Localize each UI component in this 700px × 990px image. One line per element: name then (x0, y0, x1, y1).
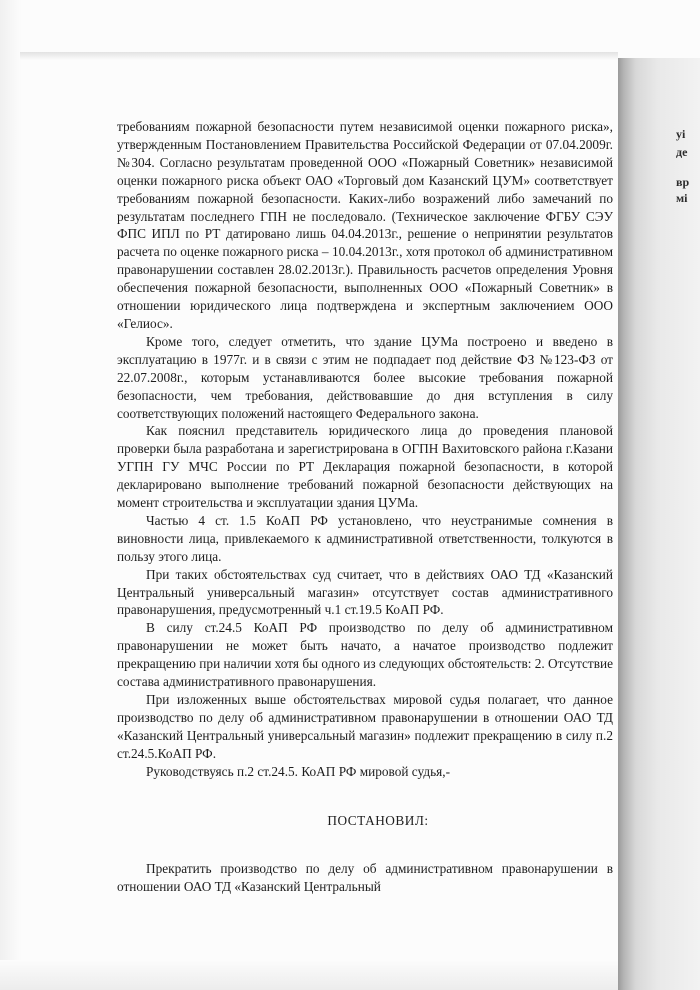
paragraph-building-1977: Кроме того, следует отметить, что здание ЦУМа построено и введено в эксплуатацию в 1977г. и в связи с этим не подпадает под действие ФЗ №123-ФЗ от 22.07.2008г., которым устанавливаются более высокие требования пожарной безопасности, чем требования, действовавшие до дня вступления в силу соответствующих положений настоящего Федерального закона. (117, 333, 613, 421)
paragraph-guided-by: Руководствуясь п.2 ст.24.5. КоАП РФ мировой судья,- (146, 763, 451, 779)
paragraph-court-finding: При таких обстоятельствах суд считает, что в действиях ОАО ТД «Казанский Центральный универсальный магазин» отсутствует состав административного правонарушения, предусмотренный ч.1 ст.19.5 КоАП РФ. (117, 566, 613, 618)
paragraph-doubts: Частью 4 ст. 1.5 КоАП РФ установлено, что неустранимые сомнения в виновности лица, привлекаемого к административной ответственности, толкуются в пользу этого лица. (117, 512, 613, 564)
paragraph-declaration: Как пояснил представитель юридического лица до проведения плановой проверки была разработана и зарегистрирована в ОГПН Вахитовского района г.Казани УГПН ГУ МЧС России по РТ Декларация пожарной безопасности, в которой декларировано выполнение требований пожарной безопасности действующих на момент строительства и эксплуатации здания ЦУМа. (117, 423, 613, 511)
adjacent-page-fragment: уі (676, 127, 686, 141)
paragraph-terminate: Прекратить производство по делу об административном правонарушении в отношении ОАО ТД «Казанский Центральный (117, 861, 613, 895)
adjacent-page-fragment: мі (676, 191, 688, 205)
scan-bottom-shadow (0, 960, 618, 990)
scan-left-shadow (0, 0, 22, 990)
resolution-heading: ПОСТАНОВИЛ: (327, 812, 429, 828)
document-body (117, 118, 613, 896)
adjacent-page-fragment: де (676, 145, 688, 159)
paragraph-article-24-5: В силу ст.24.5 КоАП РФ производство по делу об административном правонарушении не может быть начато, а начатое производство подлежит прекращению при наличии хотя бы одного из следующих обстоятельств: 2. Отсутствие состава административного правонарушения. (117, 620, 613, 690)
adjacent-page-fragment: вр (676, 175, 690, 189)
scan-top-shadow (20, 52, 618, 60)
paragraph-judge-opinion: При изложенных выше обстоятельствах мировой судья полагает, что данное производство по делу об административном правонарушении в отношении ОАО ТД «Казанский Центральный универсальный магазин» подлежит прекращению в силу п.2 ст.24.5.КоАП РФ. (117, 692, 613, 761)
paragraph-fire-risk-assessment: требованиям пожарной безопасности путем независимой оценки пожарного риска», утвержденным Постановлением Правительства Российской Федерации от 07.04.2009г. №304. Согласно результатам проведенной ООО «Пожарный Советник» независимой оценки пожарного риска объект ОАО «Торговый дом Казанский ЦУМ» соответствует требованиям пожарной безопасности. Каких-либо возражений либо замечаний по результатам последнего ГПН не последовало. (Техническое заключение ФГБУ СЭУ ФПС ИПЛ по РТ датировано лишь 04.04.2013г., решение о непринятии результатов расчета по оценке пожарного риска – 10.04.2013г., хотя протокол об административном правонарушении составлен 28.02.2013г.). Правильность расчетов определения Уровня обеспечения пожарной безопасности, выполненных ООО «Пожарный Советник» в отношении юридического лица подтверждена и экспертным заключением ООО «Гелиос». (117, 119, 613, 331)
